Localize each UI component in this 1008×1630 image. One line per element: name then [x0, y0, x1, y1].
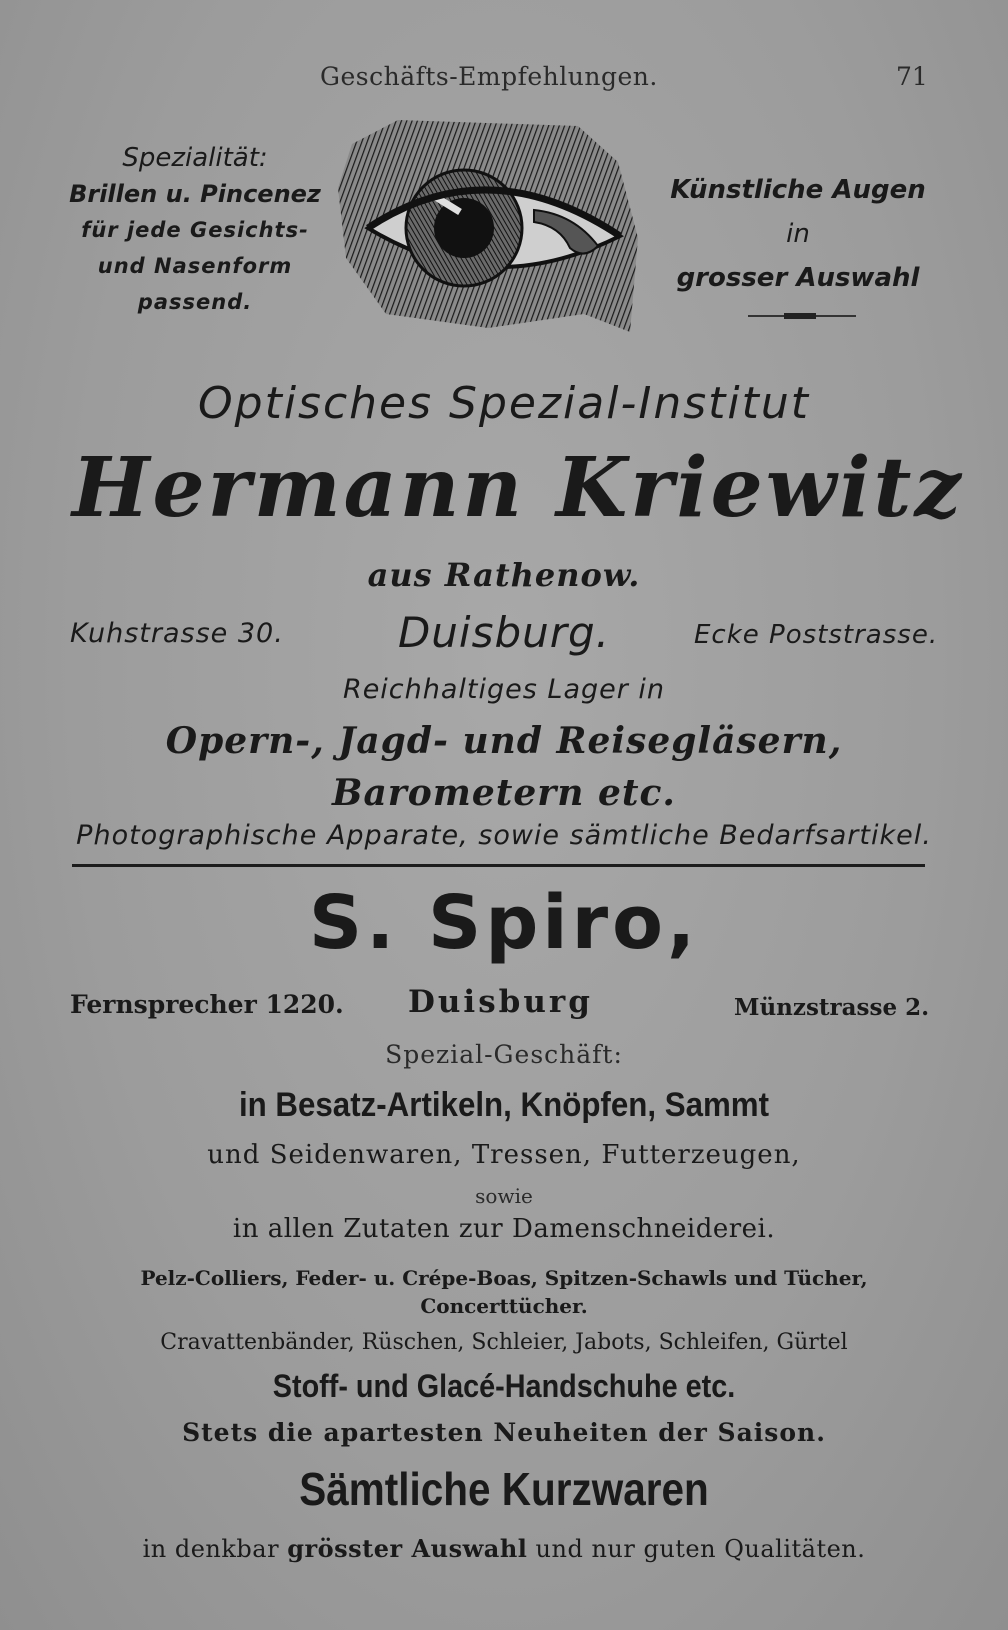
offer-headline: Sämtliche Kurzwaren [299, 1463, 709, 1515]
artificial-eyes-line: grosser Auswahl [676, 263, 920, 293]
offer-line: Stoff- und Glacé-Handschuhe etc. [272, 1368, 736, 1404]
artificial-eyes-note [668, 168, 928, 300]
stock-line: Opern-, Jagd- und Reisegläsern, [165, 720, 843, 762]
phone-number: Fernsprecher 1220. [70, 990, 344, 1019]
ornament-rule [784, 313, 816, 319]
offer-line: in Besatz-Artikeln, Knöpfen, Sammt [238, 1086, 770, 1124]
eye-icon [338, 118, 654, 344]
offer-line: in allen Zutaten zur Damenschneiderei. [232, 1214, 776, 1244]
artificial-eyes-line: Künstliche Augen [670, 175, 926, 205]
section-divider [72, 864, 925, 867]
institute-title: Optisches Spezial-Institut [198, 378, 810, 429]
page-number: 71 [896, 62, 928, 91]
street-address: Kuhstrasse 30. [70, 618, 284, 649]
offer-line: Cravattenbänder, Rüschen, Schleier, Jabots, Schleifen, Gürtel [160, 1330, 848, 1355]
street-corner: Ecke Poststrasse. [694, 620, 939, 650]
specialty-line: Spezialität: [122, 143, 268, 173]
offer-line: Stets die apartesten Neuheiten der Saison. [182, 1418, 826, 1447]
offer-line [0, 1534, 1008, 1563]
offer-fragment-bold: grösster Auswahl [287, 1534, 528, 1563]
artificial-eyes-line: in [786, 219, 810, 249]
stock-line: Photographische Apparate, sowie sämtliche Bedarfsartikel. [76, 820, 932, 851]
city-name: Duisburg. [397, 608, 611, 657]
specialty-note [60, 140, 330, 320]
offer-line: und Seidenwaren, Tressen, Futterzeugen, [207, 1140, 801, 1170]
proprietor-last-name: Kriewitz [556, 440, 964, 536]
stock-intro: Reichhaltiges Lager in [342, 674, 666, 705]
offer-fragment: und nur guten Qualitäten. [535, 1535, 866, 1563]
shop-type: Spezial-Geschäft: [385, 1040, 623, 1069]
proprietor-first-name: Hermann [72, 440, 525, 536]
stock-line: Barometern etc. [332, 772, 676, 814]
street-address: Münzstrasse 2. [734, 994, 930, 1021]
offer-fragment: in denkbar [142, 1535, 280, 1563]
offer-line: sowie [475, 1184, 533, 1208]
offer-line: Concerttücher. [420, 1294, 588, 1318]
specialty-line: für jede Gesichts- [81, 218, 309, 242]
running-head: Geschäfts-Empfehlungen. [320, 62, 658, 91]
specialty-line: und Nasenform [97, 254, 293, 278]
offer-line: Pelz-Colliers, Feder- u. Crépe-Boas, Spitzen-Schawls und Tücher, [140, 1266, 868, 1290]
city-name: Duisburg [408, 984, 593, 1020]
specialty-line: passend. [137, 290, 253, 314]
firm-name: S. Spiro, [308, 880, 700, 966]
specialty-line: Brillen u. Pincenez [69, 180, 321, 208]
origin-line: aus Rathenow. [367, 556, 641, 594]
